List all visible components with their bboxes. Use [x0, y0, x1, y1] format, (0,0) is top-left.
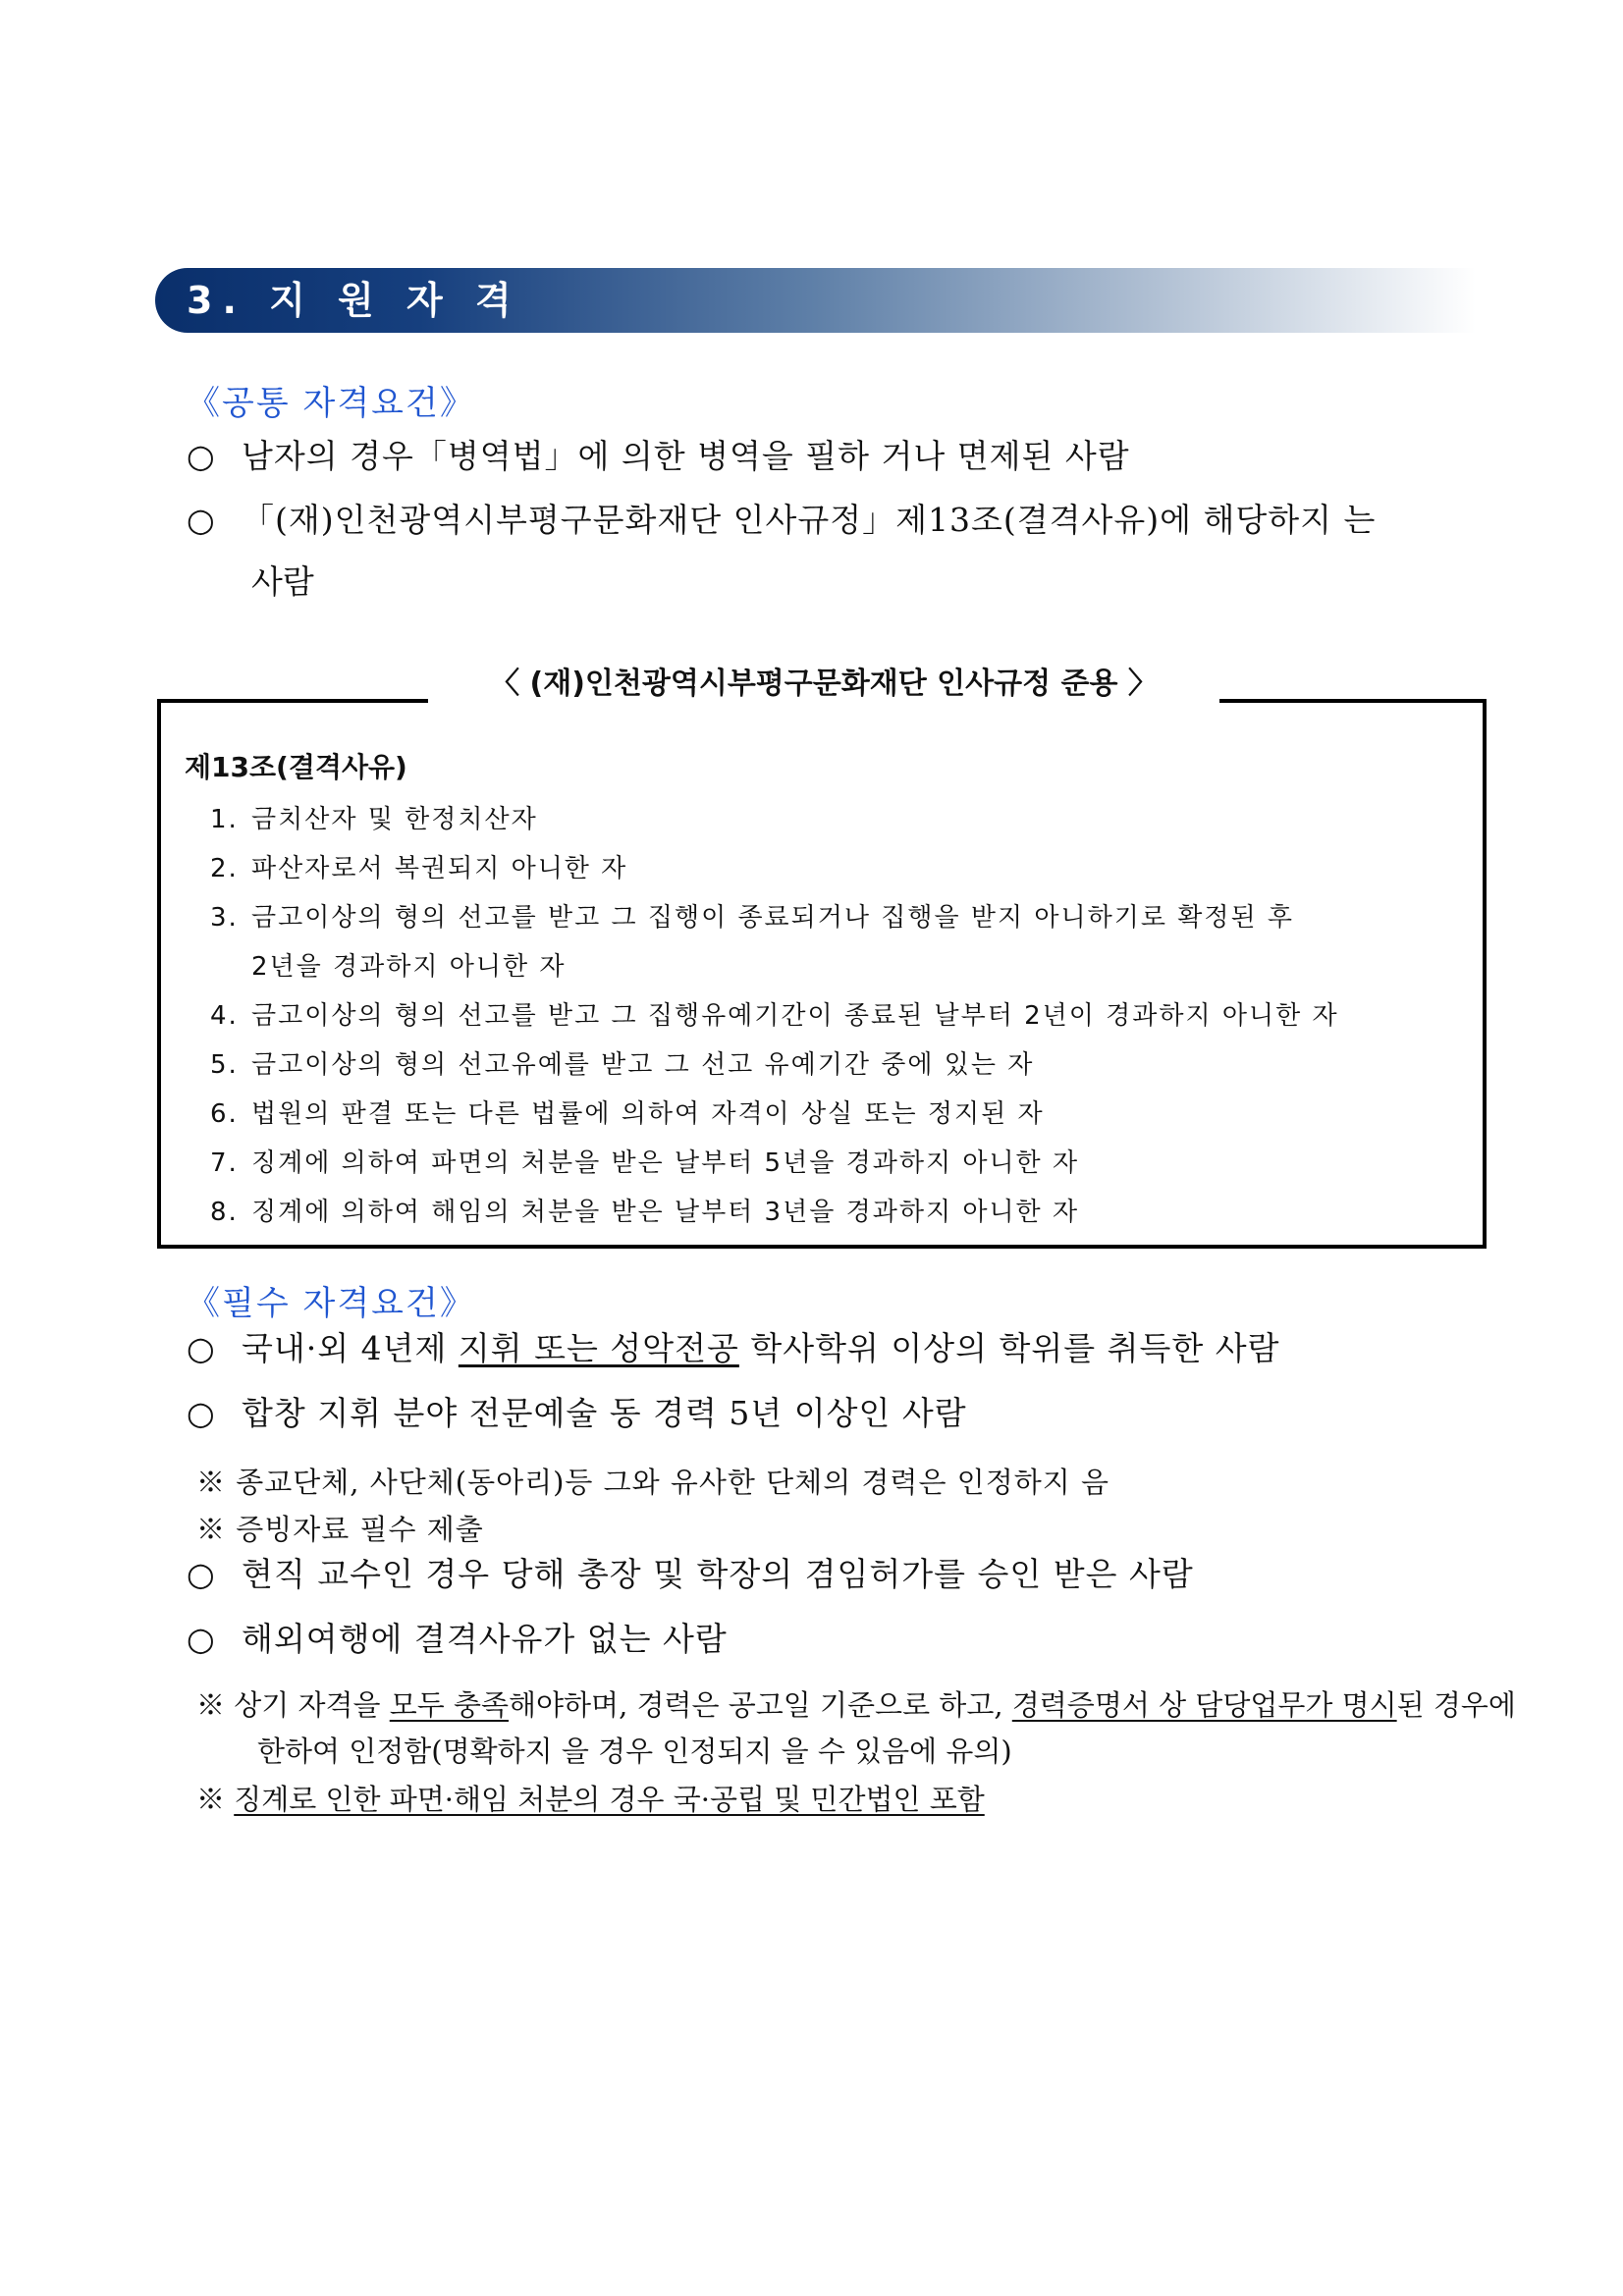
regulation-caption: 〈 (재)인천광역시부평구문화재단 인사규정 준용 〉	[428, 660, 1219, 709]
item-text: 금고이상의 형의 선고를 받고 그 집행이 종료되거나 집행을 받지 아니하기로 확정된 후	[251, 903, 1294, 933]
footnote	[196, 1684, 1516, 1726]
underlined-text: 경력증명서 상 담당업무가 명시	[1011, 1688, 1397, 1722]
footnote-text: 상기 자격을	[234, 1688, 390, 1722]
circle-bullet-icon: ○	[187, 501, 216, 539]
regulation-list	[210, 795, 1339, 1237]
item-text: 징계에 의하여 파면의 처분을 받은 날부터 5년을 경과하지 아니한 자	[251, 1148, 1080, 1178]
required-requirement-item	[187, 1553, 1194, 1596]
reference-mark: ※	[196, 1783, 235, 1816]
required-requirement-item	[187, 1618, 728, 1661]
item-text: 남자의 경우「병역법」에 의한 병역을 필하 거나 면제된 사람	[242, 437, 1130, 475]
requirement-note: ※ 종교단체, 사단체(동아리)등 그와 유사한 단체의 경력은 인정하지 음	[196, 1466, 1109, 1499]
item-number: 5.	[210, 1050, 239, 1080]
item-text: 징계에 의하여 해임의 처분을 받은 날부터 3년을 경과하지 아니한 자	[251, 1198, 1080, 1227]
regulation-list-item	[210, 991, 1339, 1041]
common-requirement-item	[187, 499, 1376, 542]
underlined-text: 징계로 인한 파면·해임 처분의 경우 국·공립 및 민간법인 포함	[234, 1783, 985, 1816]
footnote-text: 된 경우에	[1396, 1688, 1516, 1722]
required-requirements-heading: 《필수 자격요건》	[187, 1284, 475, 1323]
common-requirement-item	[187, 435, 1130, 478]
item-text: 금치산자 및 한정치산자	[251, 805, 538, 834]
item-number: 1.	[210, 805, 239, 834]
regulation-list-item	[210, 1139, 1339, 1188]
required-requirement-item	[187, 1392, 967, 1435]
item-number: 8.	[210, 1198, 239, 1227]
regulation-list-item	[210, 1188, 1339, 1237]
item-text: 「(재)인천광역시부평구문화재단 인사규정」제13조(결격사유)에 해당하지 는	[242, 501, 1377, 539]
circle-bullet-icon: ○	[187, 1329, 216, 1367]
item-text: 금고이상의 형의 선고유예를 받고 그 선고 유예기간 중에 있는 자	[251, 1050, 1035, 1080]
item-number: 4.	[210, 1001, 239, 1031]
regulation-list-item	[210, 1041, 1339, 1090]
required-requirement-item	[187, 1327, 1280, 1370]
common-requirements-heading: 《공통 자격요건》	[187, 384, 475, 423]
item-text-continuation: 2년을 경과하지 아니한 자	[251, 952, 567, 982]
regulation-list-item	[210, 844, 1339, 893]
item-number: 6.	[210, 1099, 239, 1129]
regulation-list-item	[210, 795, 1339, 844]
item-text: 법원의 판결 또는 다른 법률에 의하여 자격이 상실 또는 정지된 자	[251, 1099, 1045, 1129]
footnote-continuation: 한하여 인정함(명확하지 을 경우 인정되지 을 수 있음에 유의)	[257, 1735, 1012, 1768]
item-text: 금고이상의 형의 선고를 받고 그 집행유예기간이 종료된 날부터 2년이 경과하지 아니한 자	[251, 1001, 1339, 1031]
footnote	[196, 1779, 985, 1820]
item-text: 파산자로서 복권되지 아니한 자	[251, 854, 628, 883]
regulation-list-item	[210, 893, 1339, 991]
regulation-list-item	[210, 1090, 1339, 1139]
item-text: 현직 교수인 경우 당해 총장 및 학장의 겸임허가를 승인 받은 사람	[242, 1555, 1194, 1593]
section-title: 3. 지 원 자 격	[187, 279, 521, 322]
item-number: 7.	[210, 1148, 239, 1178]
item-text: 국내·외 4년제	[242, 1329, 459, 1367]
item-number: 2.	[210, 854, 239, 883]
circle-bullet-icon: ○	[187, 1555, 216, 1593]
circle-bullet-icon: ○	[187, 1620, 216, 1658]
reference-mark: ※	[196, 1688, 235, 1722]
circle-bullet-icon: ○	[187, 1394, 216, 1432]
item-text-continuation: 사람	[251, 562, 314, 601]
circle-bullet-icon: ○	[187, 437, 216, 475]
underlined-text: 모두 충족	[389, 1688, 510, 1722]
regulation-article-heading: 제13조(결격사유)	[185, 751, 407, 783]
footnote-text: 해야하며, 경력은 공고일 기준으로 하고,	[509, 1688, 1012, 1722]
requirement-note: ※ 증빙자료 필수 제출	[196, 1513, 484, 1546]
item-text: 합창 지휘 분야 전문예술 동 경력 5년 이상인 사람	[242, 1394, 967, 1432]
item-text: 해외여행에 결격사유가 없는 사람	[242, 1620, 728, 1658]
item-text: 학사학위 이상의 학위를 취득한 사람	[738, 1329, 1280, 1367]
item-number: 3.	[210, 903, 239, 933]
underlined-text: 지휘 또는 성악전공	[458, 1329, 739, 1367]
